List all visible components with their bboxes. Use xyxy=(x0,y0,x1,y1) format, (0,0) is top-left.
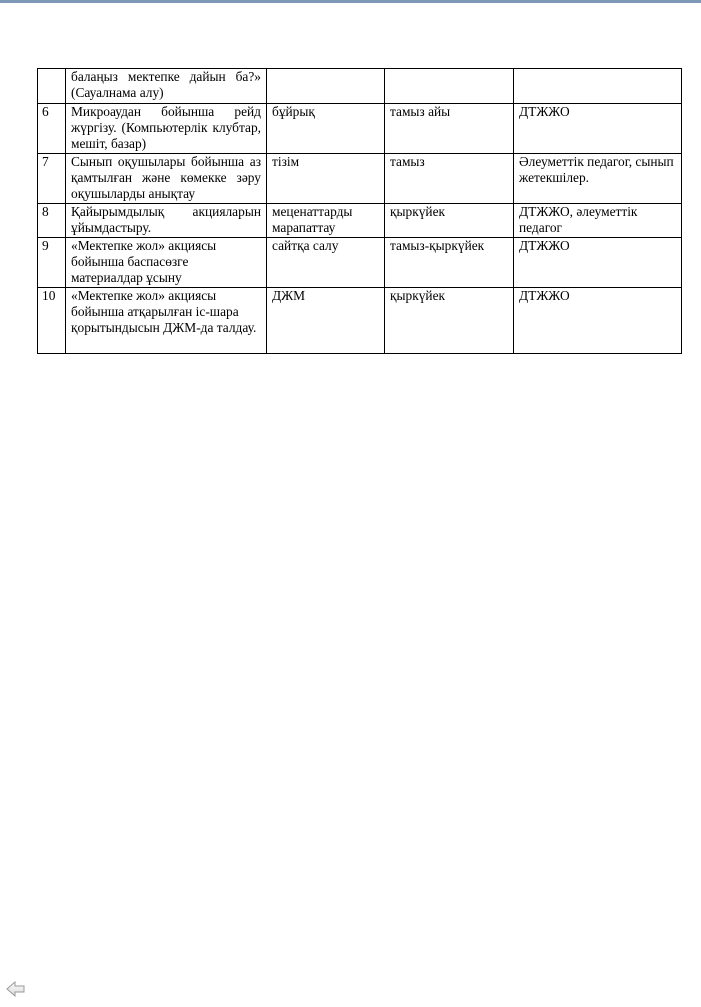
form-cell: меценаттарды марапаттау xyxy=(267,204,385,238)
row-number-cell: 8 xyxy=(38,204,66,238)
responsible-cell: ДТЖЖО xyxy=(514,104,682,154)
table-row xyxy=(38,288,682,354)
row-number-cell: 7 xyxy=(38,154,66,204)
date-cell: қыркүйек xyxy=(385,204,514,238)
table-row xyxy=(38,104,682,154)
row-number-cell: 6 xyxy=(38,104,66,154)
table-row xyxy=(38,69,682,104)
form-cell xyxy=(267,69,385,104)
event-cell: «Мектепке жол» акциясы бойынша баспасөзге материалдар ұсыну xyxy=(66,238,267,288)
row-number-cell: 10 xyxy=(38,288,66,354)
date-cell: тамыз xyxy=(385,154,514,204)
date-cell xyxy=(385,69,514,104)
event-cell: «Мектепке жол» акциясы бойынша атқарылған іс-шара қорытындысын ДЖМ-да талдау. xyxy=(66,288,267,354)
responsible-cell: ДТЖЖО xyxy=(514,288,682,354)
event-cell: Сынып оқушылары бойынша аз қамтылған және көмекке зәру оқушыларды анықтау xyxy=(66,154,267,204)
event-cell: балаңыз мектепке дайын ба?» (Сауалнама алу) xyxy=(66,69,267,104)
plan-table xyxy=(37,68,682,354)
responsible-cell: Әлеуметтік педагог, сынып жетекшілер. xyxy=(514,154,682,204)
responsible-cell: ДТЖЖО xyxy=(514,238,682,288)
responsible-cell xyxy=(514,69,682,104)
table-row xyxy=(38,238,682,288)
date-cell: тамыз-қыркүйек xyxy=(385,238,514,288)
form-cell: тізім xyxy=(267,154,385,204)
table-row xyxy=(38,154,682,204)
form-cell: бұйрық xyxy=(267,104,385,154)
form-cell: сайтқа салу xyxy=(267,238,385,288)
row-number-cell xyxy=(38,69,66,104)
event-cell: Қайырымдылық акцияларын ұйымдастыру. xyxy=(66,204,267,238)
left-arrow-icon[interactable] xyxy=(6,980,26,998)
date-cell: қыркүйек xyxy=(385,288,514,354)
event-cell: Микроаудан бойынша рейд жүргізу. (Компьютерлік клубтар, мешіт, базар) xyxy=(66,104,267,154)
row-number-cell: 9 xyxy=(38,238,66,288)
table-row xyxy=(38,204,682,238)
form-cell: ДЖМ xyxy=(267,288,385,354)
date-cell: тамыз айы xyxy=(385,104,514,154)
responsible-cell: ДТЖЖО, әлеуметтік педагог xyxy=(514,204,682,238)
